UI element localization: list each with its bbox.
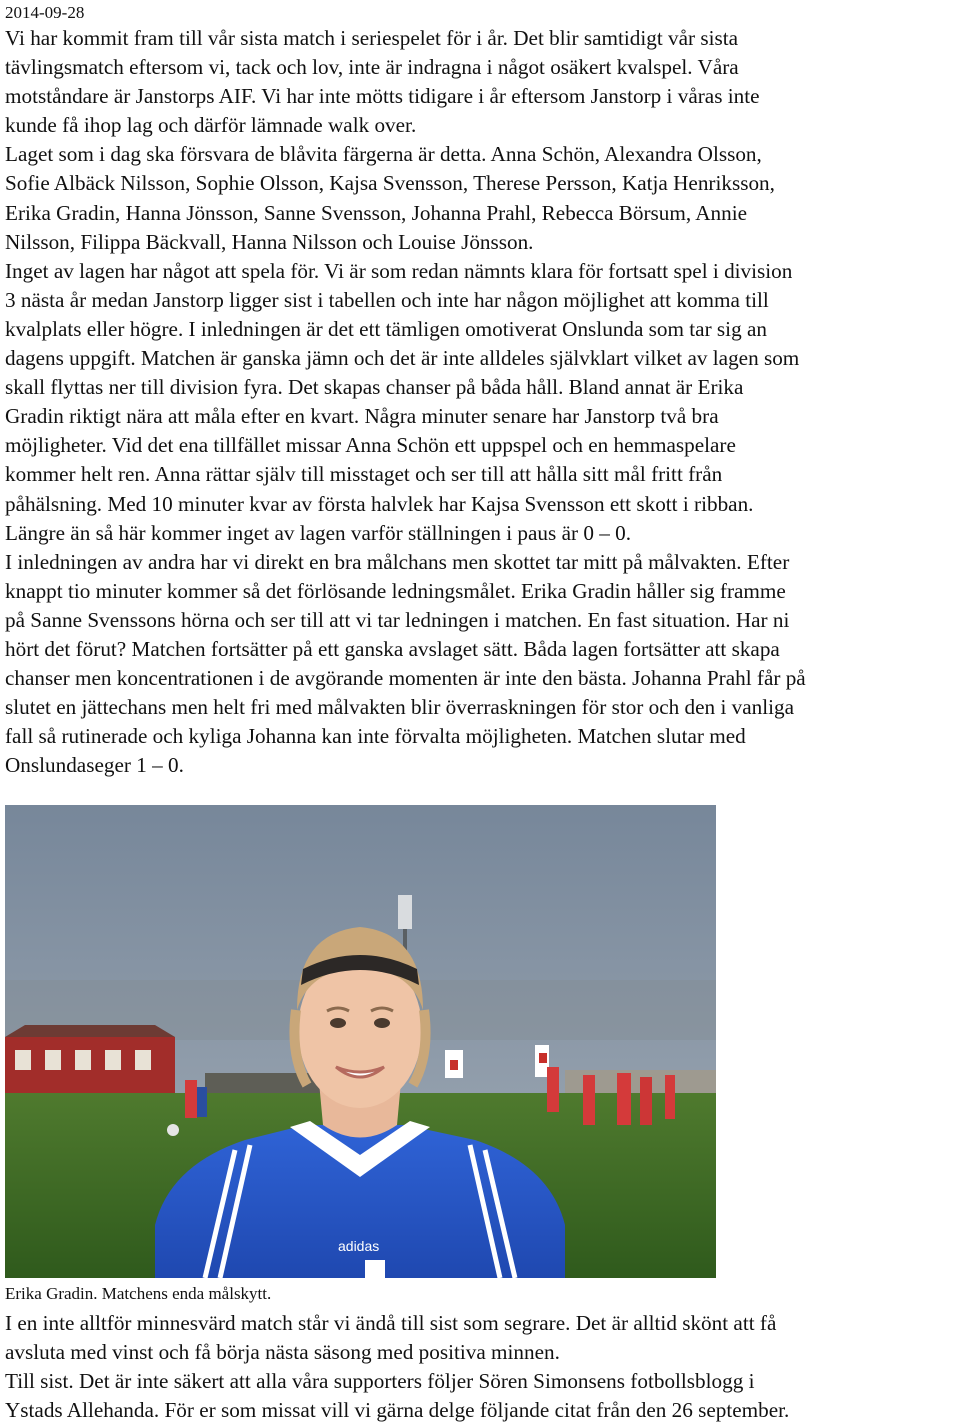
body-line: påhälsning. Med 10 minuter kvar av första halvlek har Kajsa Svensson ett skott i ribban. <box>5 491 754 516</box>
body-line: Laget som i dag ska försvara de blåvita färgerna är detta. Anna Schön, Alexandra Olsson, <box>5 142 762 167</box>
body-line: Onslundaseger 1 – 0. <box>5 753 184 778</box>
body-line: Nilsson, Filippa Bäckvall, Hanna Nilsson och Louise Jönsson. <box>5 229 534 254</box>
body-line: på Sanne Svenssons hörna och ser till att vi tar ledningen i matchen. En fast situation. Har ni <box>5 607 790 632</box>
body-line: 3 nästa år medan Janstorp ligger sist i tabellen och inte har någon möjlighet att komma till <box>5 287 769 312</box>
body-line: chanser men koncentrationen i de avgörande momenten är inte den bästa. Johanna Prahl får på <box>5 666 806 691</box>
body-line: Sofie Albäck Nilsson, Sophie Olsson, Kajsa Svensson, Therese Persson, Katja Henriksson, <box>5 171 775 196</box>
player-photo <box>5 805 716 1278</box>
body-line: hört det förut? Matchen fortsätter på ett ganska avslaget sätt. Båda lagen fortsätter att skapa <box>5 636 780 661</box>
body-line: Vi har kommit fram till vår sista match i seriespelet för i år. Det blir samtidigt vår sista <box>5 26 739 50</box>
body-line: slutet en jättechans men helt fri med målvakten blir överraskningen för stor och den i vanliga <box>5 695 794 720</box>
body-line: Erika Gradin, Hanna Jönsson, Sanne Svensson, Johanna Prahl, Rebecca Börsum, Annie <box>5 200 748 225</box>
article-closing <box>5 1309 960 1425</box>
article-date: 2014-09-28 <box>5 3 85 22</box>
body-line: Längre än så här kommer inget av lagen varför ställningen i paus är 0 – 0. <box>5 520 631 545</box>
body-line: tävlingsmatch eftersom vi, tack och lov, inte är indragna i något osäkert kvalspel. Våra <box>5 55 739 80</box>
body-line: fall så rutinerade och kyliga Johanna kan inte förvalta möjligheten. Matchen slutar med <box>5 724 746 749</box>
closing-line: Till sist. Det är inte säkert att alla våra supporters följer Sören Simonsens fotbollsblogg i <box>5 1369 755 1394</box>
body-line: dagens uppgift. Matchen är ganska jämn och det är inte alldeles självklart vilket av lagen som <box>5 346 800 371</box>
article-body <box>5 24 960 780</box>
body-line: kunde få ihop lag och därför lämnade walk over. <box>5 113 417 138</box>
player-photo-illustration <box>5 805 716 1278</box>
body-line: skall flyttas ner till division fyra. Det skapas chanser på båda håll. Bland annat är Erika <box>5 375 744 400</box>
body-line: Gradin riktigt nära att måla efter en kvart. Några minuter senare har Janstorp två bra <box>5 404 719 429</box>
jersey-brand-label: adidas <box>338 1238 380 1254</box>
body-line: kvalplats eller högre. I inledningen är det ett tämligen omotiverat Onslunda som tar sig an <box>5 316 767 341</box>
closing-line: I en inte alltför minnesvärd match står vi ändå till sist som segrare. Det är alltid skönt att få <box>5 1311 777 1335</box>
body-line: möjligheter. Vid det ena tillfället missar Anna Schön ett uppspel och en hemmaspelare <box>5 433 736 458</box>
photo-caption: Erika Gradin. Matchens enda målskytt. <box>5 1284 272 1303</box>
closing-line: avsluta med vinst och få börja nästa säsong med positiva minnen. <box>5 1340 560 1365</box>
body-line: Inget av lagen har något att spela för. Vi är som redan nämnts klara för fortsatt spel i division <box>5 258 793 283</box>
body-line: motståndare är Janstorps AIF. Vi har inte mötts tidigare i år eftersom Janstorp i våras inte <box>5 84 760 109</box>
body-line: I inledningen av andra har vi direkt en bra målchans men skottet tar mitt på målvakten. Efter <box>5 549 790 574</box>
body-line: knappt tio minuter kommer så det förlösande ledningsmålet. Erika Gradin håller sig framme <box>5 578 786 603</box>
body-line: kommer helt ren. Anna rättar själv till misstaget och ser till att hålla sitt mål fritt från <box>5 462 723 487</box>
closing-line: Ystads Allehanda. För er som missat vill vi gärna delge följande citat från den 26 september. <box>5 1398 790 1423</box>
